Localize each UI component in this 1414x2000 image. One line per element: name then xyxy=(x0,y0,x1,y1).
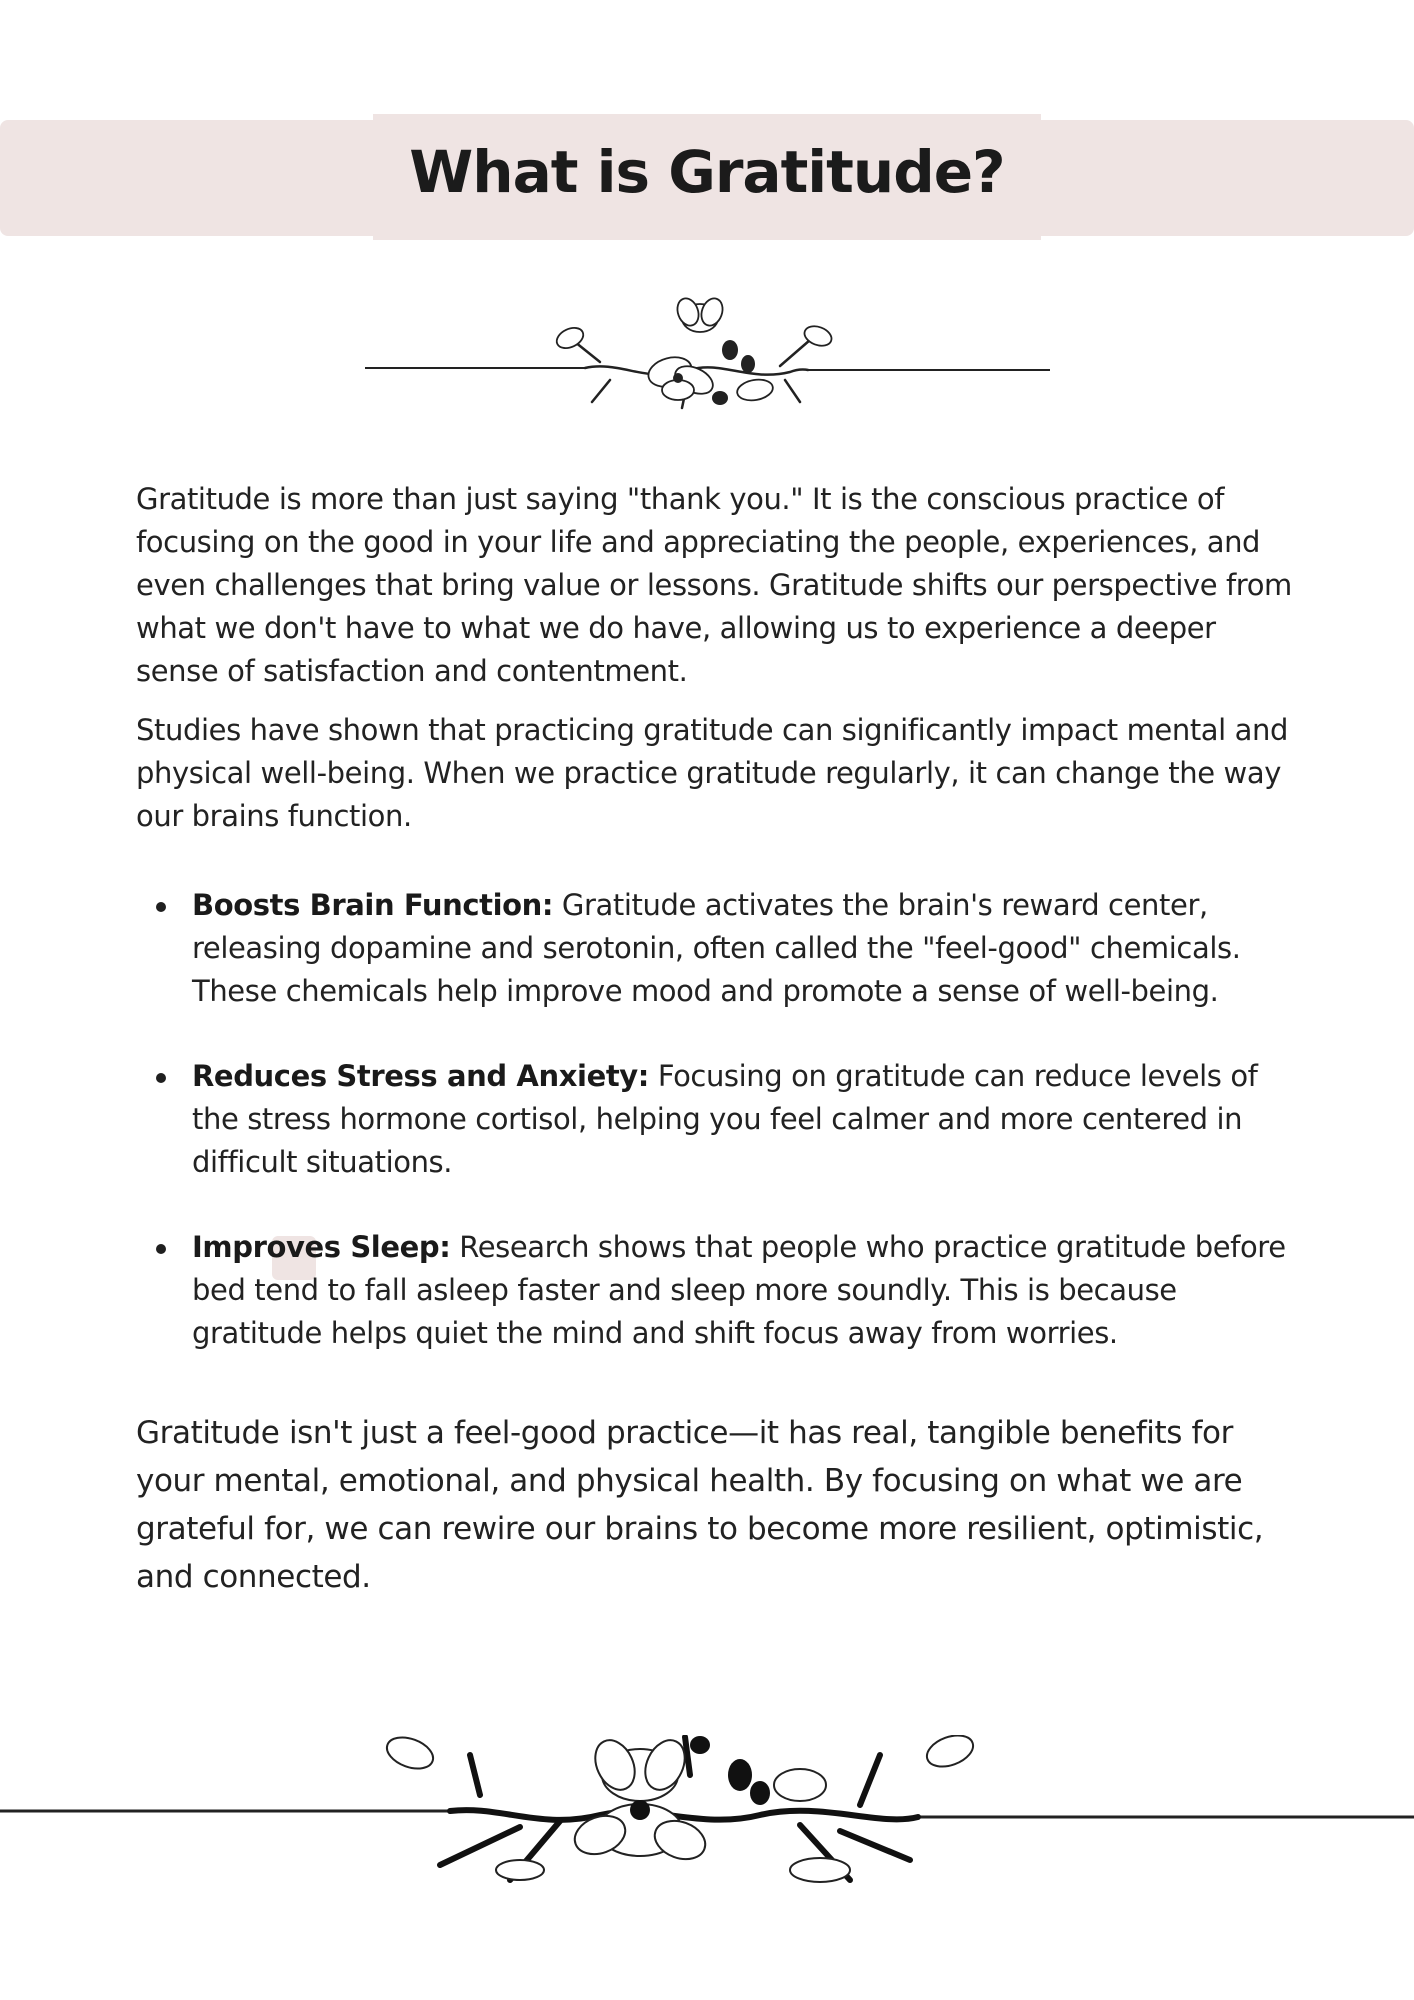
bullet-text: Focusing on gratitude can reduce levels of the stress hormone cortisol, helping you feel calmer and more centered in difficult situations. xyxy=(192,1059,1258,1179)
page-title: What is Gratitude? xyxy=(409,138,1005,206)
bullet-text: Gratitude activates the brain's reward center, releasing dopamine and serotonin, often called the "feel-good" chemicals. These chemicals help improve mood and promote a sense of well-being. xyxy=(192,888,1241,1008)
bullet-heading: Boosts Brain Function: xyxy=(192,888,554,922)
bullet-heading: Reduces Stress and Anxiety: xyxy=(192,1059,649,1093)
benefits-list xyxy=(136,884,1296,1355)
floral-divider-icon xyxy=(0,1735,1414,1885)
studies-paragraph: Studies have shown that practicing gratitude can significantly impact mental and physical well-being. When we practice gratitude regularly, it can change the way our brains function. xyxy=(136,713,1289,833)
bullet-text: Research shows that people who practice gratitude before bed tend to fall asleep faster and sleep more soundly. This is because gratitude helps quiet the mind and shift focus away from worries. xyxy=(192,1230,1286,1350)
list-item xyxy=(192,1226,1296,1355)
list-item xyxy=(192,1055,1296,1184)
list-item xyxy=(192,884,1296,1013)
closing-paragraph: Gratitude isn't just a feel-good practice—it has real, tangible benefits for your mental, emotional, and physical health. By focusing on what we are grateful for, we can rewire our brains to become more resilient, optimistic, and connected. xyxy=(136,1415,1264,1595)
floral-divider-icon xyxy=(360,290,1060,420)
bullet-heading: Improves Sleep: xyxy=(192,1230,451,1264)
content xyxy=(136,478,1296,1617)
intro-paragraph: Gratitude is more than just saying "thank you." It is the conscious practice of focusing on the good in your life and appreciating the people, experiences, and even challenges that bring value or lessons. Gratitude shifts our perspective from what we don't have to what we do have, allowing us to experience a deeper sense of satisfaction and contentment. xyxy=(136,482,1292,688)
